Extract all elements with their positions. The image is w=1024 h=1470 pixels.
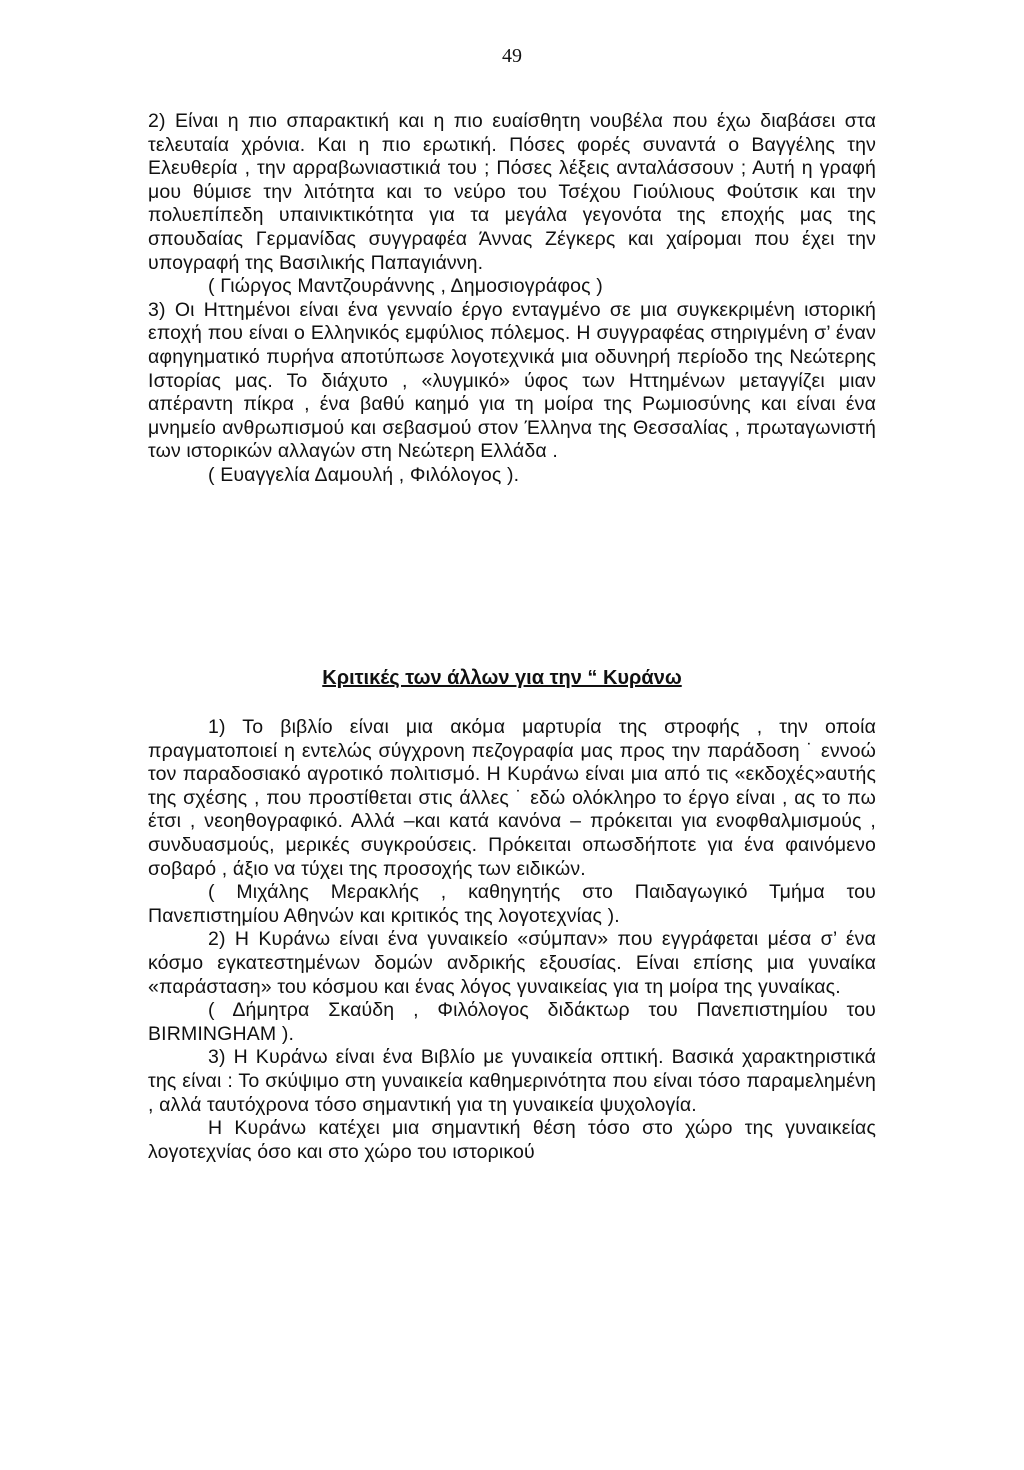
kyrano-review-1: 1) Το βιβλίο είναι μια ακόμα μαρτυρία της στροφής , την οποία πραγματοποιεί η εντελώς σύγχρονη πεζογραφία μας προς την παράδοση ˙ εννοώ τον παραδοσιακό αγροτικό πολιτισμό. Η Κυράνω είναι μια από τις «εκδοχές»αυτής της σχέσης , που προστίθεται στις άλλες ˙ εδώ ολόκληρο το έργο είναι , ας το πω έτσι , νεοηθογραφικό. Αλλά –και κατά κανόνα – πρόκειται για ενοφθαλμισμούς , συνδυασμούς, μερικές συγκρούσεις. Πρόκειται οπωσδήποτε για ένα φαινόμενο σοβαρό , άξιο να τύχει της προσοχής των ειδικών.: [148, 716, 876, 880]
reviews-section-2: [148, 716, 876, 1164]
page-number: 49: [502, 45, 522, 67]
kyrano-author-2: ( Δήμητρα Σκαύδη , Φιλόλογος διδάκτωρ του Πανεπιστημίου του BIRMINGHAM ).: [148, 999, 876, 1045]
review-paragraph-3: 3) Οι Ηττημένοι είναι ένα γενναίο έργο ενταγμένο σε μια συγκεκριμένη ιστορική εποχή που είναι ο Ελληνικός εμφύλιος πόλεμος. Η συγγραφέας στηριγμένη σ’ έναν αφηγηματικό πυρήνα αποτύπωσε λογοτεχνικά μια οδυνηρή περίοδο της Νεώτερης Ιστορίας μας. Το διάχυτο , «λυγμικό» ύφος των Ηττημένων μεταγγίζει μιαν απέραντη πίκρα , ένα βαθύ καημό για τη μοίρα της Ρωμιοσύνης και είναι ένα μνημείο ανθρωπισμού και σεβασμού στον Έλληνα της Θεσσαλίας , πρωταγωνιστή των ιστορικών αλλαγών στη Νεώτερη Ελλάδα .: [148, 298, 876, 463]
kyrano-closing-paragraph: Η Κυράνω κατέχει μια σημαντική θέση τόσο στο χώρο της γυναικείας λογοτεχνίας όσο και στο χώρο του ιστορικού: [148, 1117, 876, 1163]
section-heading: [148, 666, 876, 690]
kyrano-review-2: 2) Η Κυράνω είναι ένα γυναικείο «σύμπαν» που εγγράφεται μέσα σ’ ένα κόσμο εγκατεστημένων δομών ανδρικής εξουσίας. Είναι επίσης μια γυναίκα «παράσταση» του κόσμου και ένας λόγος γυναικείας για τη μοίρα της γυναίκας.: [148, 928, 876, 998]
review-paragraph-2: 2) Είναι η πιο σπαρακτική και η πιο ευαίσθητη νουβέλα που έχω διαβάσει στα τελευταία χρόνια. Και η πιο ερωτική. Πόσες φορές συναντά ο Βαγγέλης την Ελευθερία , την αρραβωνιαστικιά του ; Πόσες λέξεις ανταλάσσουν ; Αυτή η γραφή μου θύμισε την λιτότητα και το νεύρο του Τσέχου Γιούλιους Φούτσικ και την πολυεπίπεδη υπαινικτικότητα για τα μεγάλα γεγονότα της εποχής μας της σπουδαίας Γερμανίδας συγγραφέα Άννας Ζέγκερς και χαίρομαι που έχει την υπογραφή της Βασιλικής Παπαγιάννη.: [148, 110, 876, 274]
section-heading-text: Κριτικές των άλλων για την “ Κυράνω: [322, 667, 682, 689]
heading-trailing-underline: [682, 666, 702, 690]
kyrano-author-1: ( Μιχάλης Μερακλής , καθηγητής στο Παιδαγωγικό Τμήμα του Πανεπιστημίου Αθηνών και κριτικός της λογοτεχνίας ).: [148, 881, 876, 927]
review-author-2: ( Γιώργος Μαντζουράννης , Δημοσιογράφος ): [208, 275, 603, 298]
review-author-3: ( Ευαγγελία Δαμουλή , Φιλόλογος ).: [208, 463, 520, 486]
reviews-section-1: [148, 110, 876, 488]
kyrano-review-3: 3) Η Κυράνω είναι ένα Βιβλίο με γυναικεία οπτική. Βασικά χαρακτηριστικά της είναι : Το σκύψιμο στη γυναικεία καθημερινότητα που είναι τόσο παραμελημένη , αλλά ταυτόχρονα τόσο σημαντική για τη γυναικεία ψυχολογία.: [148, 1046, 876, 1116]
